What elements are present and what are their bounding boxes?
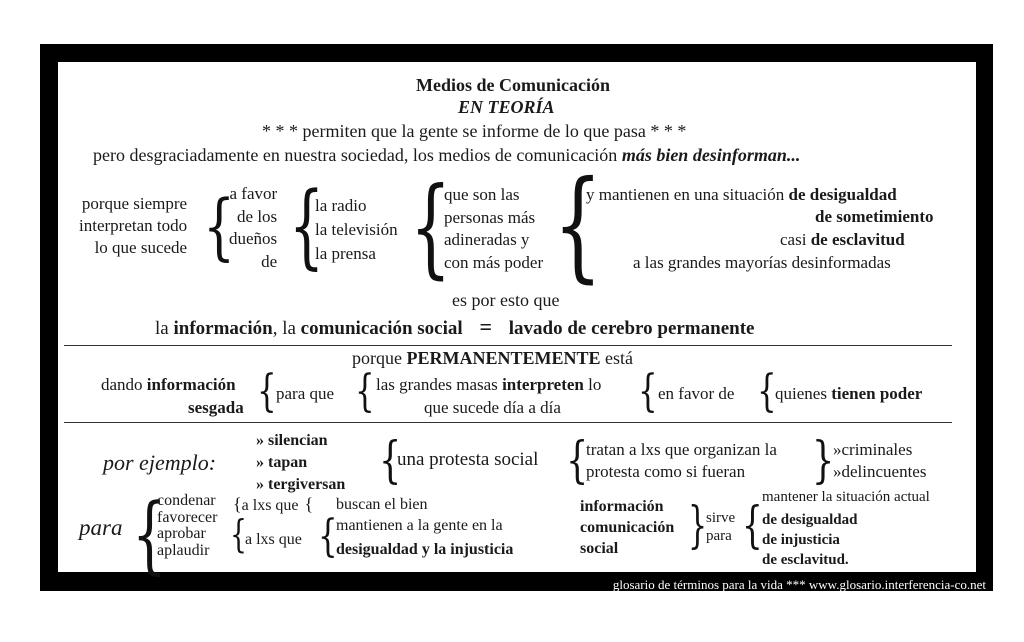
stars-left: * * * — [262, 121, 298, 141]
misinform-text: más bien desinforman... — [621, 145, 801, 165]
condition-slavery: de esclavitud. — [762, 552, 849, 568]
right-brace: } — [688, 496, 708, 554]
keep-line-3: casi de esclavitud — [780, 230, 905, 249]
stars-right: * * * — [650, 121, 687, 141]
para: para — [79, 515, 123, 540]
left-brace: { — [553, 156, 603, 295]
left-brace: { — [566, 431, 589, 489]
in-favor-line: dueños — [229, 229, 278, 248]
owners-group — [444, 184, 543, 274]
biased: sesgada — [188, 398, 244, 417]
in-favor-of: en favor de — [658, 384, 735, 403]
action-approve: aprobar — [157, 525, 206, 542]
keep-line-1: y mantienen en una situación de desigualdad — [586, 185, 897, 204]
owners-line: que son las — [444, 185, 520, 204]
therefore: es por esto que — [452, 290, 560, 310]
so-that: para que — [276, 384, 335, 403]
media-radio: la radio — [315, 196, 367, 215]
divider — [64, 345, 952, 346]
title: Medios de Comunicación — [416, 75, 611, 95]
inequality-injustice: desigualdad y la injusticia — [336, 541, 514, 558]
giving-line: dando información — [101, 375, 236, 394]
label-delinquents: »delincuentes — [833, 462, 927, 481]
theory-line — [262, 122, 686, 140]
left-brace: { — [318, 511, 338, 562]
left-brace: { — [289, 172, 325, 279]
keep-people: mantienen a la gente en la — [336, 517, 503, 534]
condition-injustice: de injusticia — [762, 532, 840, 548]
verb-silence: » silencian — [256, 432, 328, 449]
treat-line: tratan a lxs que organizan la — [586, 440, 777, 459]
protest: una protesta social — [397, 449, 539, 470]
because-line: porque siempre — [81, 194, 188, 213]
permanently-line: porque PERMANENTEMENTE está — [352, 348, 633, 368]
because-line: lo que sucede — [94, 238, 188, 257]
info-line: social — [580, 540, 619, 557]
treat-line: protesta como si fueran — [586, 462, 746, 481]
to-those-2: a lxs que — [245, 531, 302, 548]
because-group — [79, 193, 187, 259]
equals-sign: = — [479, 314, 492, 339]
in-favor-line: a favor — [229, 184, 278, 203]
left-brace: { — [203, 184, 236, 268]
serves-group — [706, 509, 735, 545]
left-brace: { — [638, 366, 658, 417]
left-brace: { — [355, 366, 375, 417]
media-press: la prensa — [315, 244, 376, 263]
left-brace: { — [230, 512, 247, 556]
but-line — [93, 146, 800, 164]
verb-distort: » tergiversan — [256, 476, 346, 493]
in-favor-line: de los — [237, 206, 278, 226]
for-example: por ejemplo: — [103, 450, 217, 475]
media-group — [315, 194, 398, 266]
conditions-group — [762, 510, 857, 570]
masses-line-1: las grandes masas interpreten lo — [376, 375, 602, 394]
because-line: interpretan todo — [79, 216, 188, 235]
subtitle: EN TEORÍA — [458, 97, 555, 117]
divider — [64, 422, 952, 423]
equation: la información, la comunicación social = lavado de cerebro permanente — [155, 314, 755, 339]
theory-text: permiten que la gente se informe de lo que pasa — [302, 121, 646, 141]
verb-cover: » tapan — [256, 454, 308, 471]
masses-line-2: que sucede día a día — [424, 398, 561, 417]
serves: sirve — [706, 510, 736, 526]
actions-group — [157, 493, 217, 559]
left-brace: { — [379, 431, 402, 489]
left-brace: { — [257, 366, 277, 417]
info-group — [580, 496, 674, 559]
info-line: comunicación — [580, 519, 675, 536]
owners-line: con más poder — [444, 252, 544, 272]
verbs-group — [256, 430, 345, 496]
media-tv: la televisión — [315, 220, 398, 239]
action-applaud: aplaudir — [157, 541, 210, 559]
labels-group — [833, 439, 926, 483]
action-condemn: condenar — [157, 492, 216, 509]
treat-group — [586, 439, 777, 483]
left-brace: { — [757, 366, 777, 417]
keep-line-2: de sometimiento — [815, 207, 934, 226]
keep-line-4: a las grandes mayorías desinformadas — [633, 253, 891, 272]
info-line: información — [580, 498, 664, 515]
footer-credit: glosario de términos para la vida *** www.glosario.interferencia-co.net — [612, 577, 986, 592]
to-those-1: {a lxs que { — [233, 494, 314, 514]
owners-line: personas más — [444, 207, 536, 227]
in-favor-group — [229, 183, 277, 273]
right-brace: } — [812, 431, 835, 489]
action-favor: favorecer — [157, 508, 218, 526]
owners-line: adineradas y — [444, 230, 530, 249]
maintain: mantener la situación actual — [762, 489, 930, 505]
in-favor-line: de — [261, 251, 278, 271]
label-criminals: »criminales — [833, 440, 913, 459]
left-brace: { — [410, 165, 452, 290]
whom-line: quienes tienen poder — [775, 384, 923, 403]
left-brace: { — [132, 485, 167, 583]
condition-inequality: de desigualdad — [762, 512, 858, 528]
serves-for: para — [706, 528, 732, 544]
left-brace: { — [742, 496, 763, 554]
seek: buscan el bien — [336, 496, 428, 513]
but-text: pero desgraciadamente en nuestra sociedad, los medios de comunicación — [93, 145, 618, 165]
